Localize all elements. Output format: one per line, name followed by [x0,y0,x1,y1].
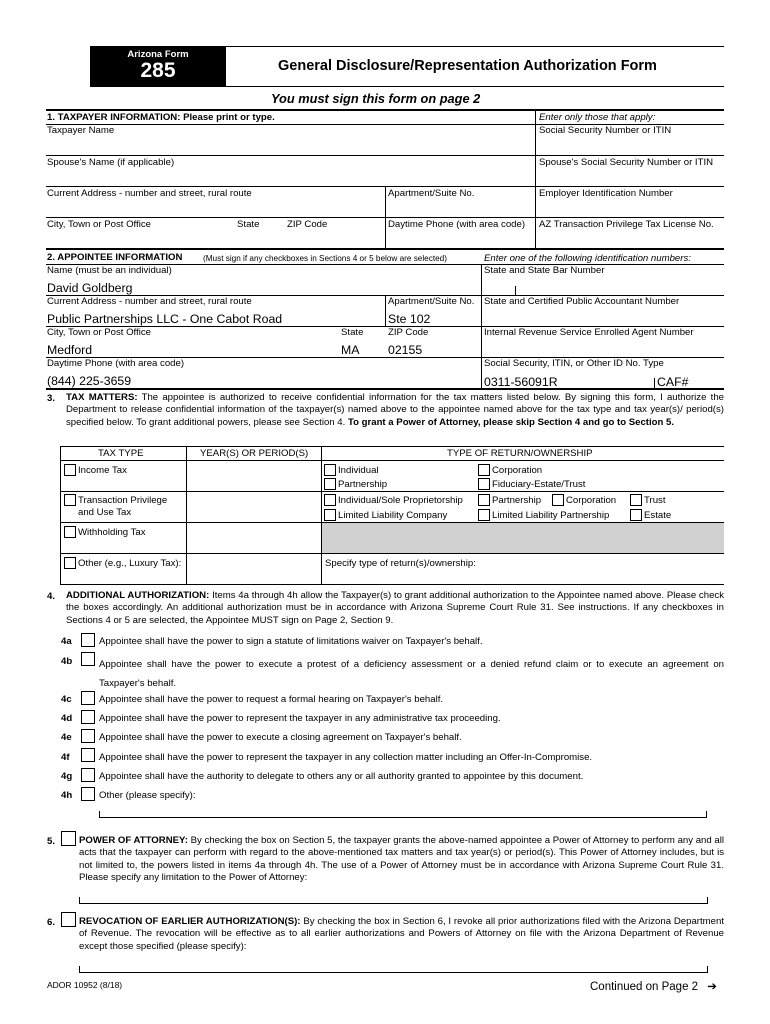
item-4e-text: Appointee shall have the power to execute a closing agreement on Taxpayer's behalf. [99,732,462,743]
item-4g-text: Appointee shall have the authority to delegate to others any or all authority granted to appointee by this document. [99,771,584,782]
phone-label: Daytime Phone (with area code) [388,219,526,230]
section3-text [66,392,724,429]
item-4f-checkbox[interactable] [81,748,95,762]
revocation-specify-line[interactable] [79,966,708,973]
item-4f-code: 4f [61,752,70,763]
section6-body: By checking the box in Section 6, I revoke all prior authorizations filed with the Arizona Department of Revenue. The revocation will be effective as to all earlier authorizations and Powers of Attorney on file with the Arizona Department of Revenue except those specified (please specify): [79,916,724,952]
other-id-label: Social Security, ITIN, or Other ID No. Type [484,358,664,369]
item-4h-text: Other (please specify): [99,790,196,801]
partnership2-label: Partnership [492,495,542,506]
form-code: ADOR 10952 (8/18) [47,980,123,990]
state-label: State [237,219,260,230]
partnership-checkbox[interactable] [324,478,336,490]
other-return-shade [322,523,724,553]
years-field-income[interactable] [188,461,320,490]
individual-checkbox[interactable] [324,464,336,476]
section5-body: By checking the box on Section 5, the taxpayer grants the above-named appointee a Power of Attorney to perform any and all acts that the taxpayer can perform with regard to the above-mentioned tax matters and tax year(s) or period(s). This Power of Attorney includes, but is not limited to, the powers listed in items 4a through 4h. The use of a Power of Attorney must be in accordance with Arizona Supreme Court Rule 31. Please specify any limitation to the Power of Attorney: [79,835,724,884]
corporation-label: Corporation [492,465,543,476]
section4-number: 4. [47,591,56,602]
partnership-label: Partnership [338,479,388,490]
item-4b-checkbox[interactable] [81,652,95,666]
withholding-checkbox[interactable] [64,526,76,538]
form-number-box [90,46,226,86]
item-4f-text: Appointee shall have the power to represent the taxpayer in any collection matter including an Offer-In-Compromise. [99,752,593,763]
zip-label: ZIP Code [287,219,328,230]
item-4h-specify-line[interactable] [99,811,707,818]
section3-heading: TAX MATTERS: [66,392,138,403]
corporation2-checkbox[interactable] [552,494,564,506]
item-4a-checkbox[interactable] [81,633,95,647]
appointee-address-value[interactable]: Public Partnerships LLC - One Cabot Road [47,312,283,326]
section6-heading: REVOCATION OF EARLIER AUTHORIZATION(S): [79,916,301,927]
specify-type-label: Specify type of return(s)/ownership: [325,558,476,569]
section1-heading: 1. TAXPAYER INFORMATION: Please print or type. [47,112,275,123]
section1-enter-note: Enter only those that apply: [539,112,656,123]
item-4e-code: 4e [61,732,72,743]
item-4h-code: 4h [61,790,73,801]
state-bar-label: State and State Bar Number [484,265,605,276]
appointee-name-label: Name (must be an individual) [47,265,172,276]
item-4g-checkbox[interactable] [81,768,95,782]
spouse-ssn-field[interactable] [536,155,724,185]
other-id-type[interactable]: CAF# [657,375,689,389]
section2-heading: 2. APPOINTEE INFORMATION [47,252,183,263]
cpa-label: State and Certified Public Accountant Number [484,296,680,307]
years-field-withholding[interactable] [188,523,320,552]
ssn-label: Social Security Number or ITIN [539,125,672,136]
ein-label: Employer Identification Number [539,188,673,199]
section3-bold-tail: To grant a Power of Attorney, please skip Section 4 and go to Section 5. [347,416,675,428]
address-field[interactable] [46,186,384,216]
other-tax-label: Other (e.g., Luxury Tax): [78,558,182,569]
spouse-ssn-label: Spouse's Social Security Number or ITIN [539,157,714,168]
llp-label: Limited Liability Partnership [492,510,610,521]
city-field[interactable] [46,217,384,247]
city-label: City, Town or Post Office [47,219,151,230]
sole-prop-checkbox[interactable] [324,494,336,506]
income-tax-checkbox[interactable] [64,464,76,476]
item-4h-checkbox[interactable] [81,787,95,801]
appointee-zip-label: ZIP Code [388,327,429,338]
section2-heading-note: (Must sign if any checkboxes in Sections 4 or 5 below are selected) [203,254,447,263]
item-4c-code: 4c [61,694,72,705]
appointee-apt-value[interactable]: Ste 102 [388,312,431,326]
appointee-city-label: City, Town or Post Office [47,327,151,338]
item-4b-text: Appointee shall have the power to execute a protest of a deficiency assessment or a denied refund claim or to execute an agreement on Taxpayer's behalf. [99,659,724,689]
spouse-name-field[interactable] [46,155,534,185]
appointee-address-label: Current Address - number and street, rural route [47,296,252,307]
item-4a-text: Appointee shall have the power to sign a statute of limitations waiver on Taxpayer's behalf. [99,636,483,647]
section6-text [79,916,724,953]
appointee-name-value[interactable]: David Goldberg [47,281,133,295]
item-4c-checkbox[interactable] [81,691,95,705]
estate-label: Estate [644,510,672,521]
item-4a-code: 4a [61,636,72,647]
section5-heading: POWER OF ATTORNEY: [79,835,188,846]
tpt-license-label: AZ Transaction Privilege Tax License No. [539,219,714,230]
tpt-label-line1: Transaction Privilege [78,495,168,506]
trust-label: Trust [644,495,666,506]
appointee-state-label: State [341,327,364,338]
appointee-phone-label: Daytime Phone (with area code) [47,358,185,369]
item-4c-text: Appointee shall have the power to request a formal hearing on Taxpayer's behalf. [99,694,444,705]
fiduciary-label: Fiduciary-Estate/Trust [492,479,586,490]
section2-enter-note: Enter one of the following identification numbers: [484,253,691,264]
apt-label: Apartment/Suite No. [388,188,475,199]
section4-heading: ADDITIONAL AUTHORIZATION: [66,590,210,601]
partnership2-checkbox[interactable] [478,494,490,506]
section3-number: 3. [47,393,56,404]
tpt-checkbox[interactable] [64,494,76,506]
ssn-field[interactable] [536,124,724,154]
individual-label: Individual [338,465,379,476]
sole-prop-label: Individual/Sole Proprietorship [338,495,463,506]
phone-field[interactable] [386,217,534,247]
appointee-city-value[interactable]: Medford [47,343,93,357]
fiduciary-checkbox[interactable] [478,478,490,490]
tpt-label-line2: and Use Tax [78,507,132,518]
item-4d-checkbox[interactable] [81,710,95,724]
col-years: YEAR(S) OR PERIOD(S) [200,448,309,459]
tpt-license-field[interactable] [536,217,724,247]
spouse-name-label: Spouse's Name (if applicable) [47,157,175,168]
appointee-zip-value[interactable]: 02155 [388,343,423,357]
continued-text: Continued on Page 2 [590,981,699,993]
item-4d-code: 4d [61,713,73,724]
section4-body: Items 4a through 4h allow the Taxpayer(s) to grant additional authorization to the Appointee named above. Please check the boxes accordingly. An additional authorization must be in accordance with Arizona Supreme Court Rule 31. See instructions. If any checkboxes in Sections 4 or 5 are selected, the Appointee MUST sign on Page 2, Section 9. [66,590,724,626]
taxpayer-name-field[interactable] [46,124,534,154]
income-tax-label: Income Tax [78,465,127,476]
other-id-value[interactable]: 0311-56091R [484,375,558,389]
appointee-phone-value[interactable]: (844) 225-3659 [47,374,132,388]
trust-checkbox[interactable] [630,494,642,506]
estate-checkbox[interactable] [630,509,642,521]
address-label: Current Address - number and street, rural route [47,188,252,199]
form-label: Arizona Form [127,49,189,60]
sign-notice: You must sign this form on page 2 [271,91,481,106]
corporation2-label: Corporation [566,495,617,506]
appointee-state-value[interactable]: MA [341,343,360,357]
item-4e-checkbox[interactable] [81,729,95,743]
form-number: 285 [140,59,176,82]
llc-checkbox[interactable] [324,509,336,521]
item-4b-code: 4b [61,656,73,667]
revocation-checkbox[interactable] [61,912,76,927]
section3-body: The appointee is authorized to receive confidential information for the tax matters listed below. By signing this form, I authorize the Department to release confidential information of the taxpayer(s) named above to the appointee named above for the tax type and tax year(s)/ period(s) specified below. To grant additional powers, please see Section 4. [66,392,724,428]
years-field-tpt[interactable] [188,492,320,521]
power-of-attorney-checkbox[interactable] [61,831,76,846]
years-field-other[interactable] [188,554,320,583]
col-tax-type: TAX TYPE [98,448,144,459]
poa-limitation-line[interactable] [79,897,708,904]
arrow-right-icon: ➔ [707,981,717,993]
irs-agent-label: Internal Revenue Service Enrolled Agent Number [484,327,694,338]
col-return: TYPE OF RETURN/OWNERSHIP [447,448,593,459]
section4-text [66,590,724,627]
section5-number: 5. [47,836,56,847]
continued-note [590,979,717,993]
appointee-apt-label: Apartment/Suite No. [388,296,475,307]
apt-field[interactable] [386,186,534,216]
form-title: General Disclosure/Representation Authorization Form [278,58,657,74]
corporation-checkbox[interactable] [478,464,490,476]
item-4g-code: 4g [61,771,73,782]
taxpayer-name-label: Taxpayer Name [47,125,115,136]
section6-number: 6. [47,917,56,928]
ein-field[interactable] [536,186,724,216]
section5-text [79,835,724,885]
withholding-label: Withholding Tax [78,527,146,538]
item-4d-text: Appointee shall have the power to represent the taxpayer in any administrative tax proceeding. [99,713,501,724]
other-tax-checkbox[interactable] [64,557,76,569]
llc-label: Limited Liability Company [338,510,448,521]
specify-type-field[interactable] [500,554,722,583]
llp-checkbox[interactable] [478,509,490,521]
